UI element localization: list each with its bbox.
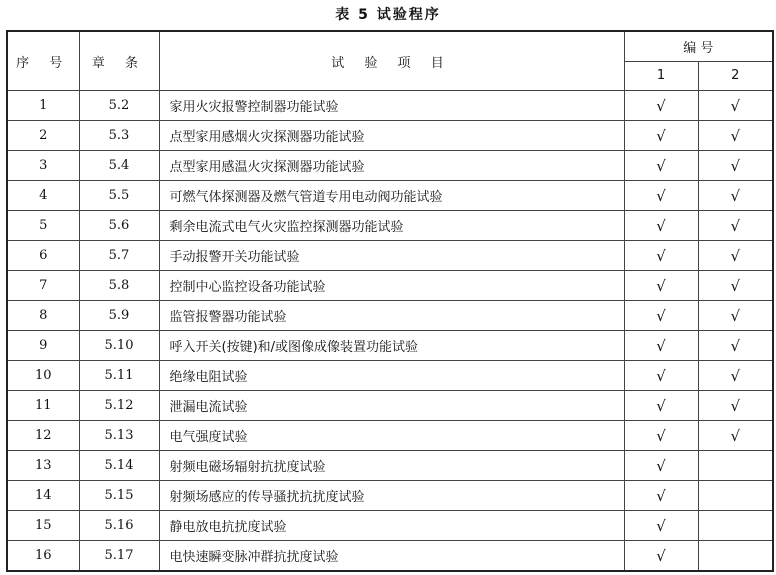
clause-cell: 5.12 — [79, 391, 159, 421]
table-row — [7, 181, 773, 211]
check-cell-2 — [698, 451, 773, 481]
header-number: 编 号 — [624, 31, 773, 61]
check-cell-1: √ — [624, 391, 698, 421]
clause-cell: 5.17 — [79, 541, 159, 572]
clause-cell: 5.2 — [79, 91, 159, 121]
header-number-1: 1 — [624, 61, 698, 91]
table-row — [7, 511, 773, 541]
seq-cell: 2 — [7, 121, 79, 151]
check-cell-1: √ — [624, 211, 698, 241]
seq-cell: 12 — [7, 421, 79, 451]
seq-cell: 11 — [7, 391, 79, 421]
seq-cell: 9 — [7, 331, 79, 361]
test-item-cell: 电气强度试验 — [159, 421, 624, 451]
check-cell-1: √ — [624, 361, 698, 391]
clause-cell: 5.14 — [79, 451, 159, 481]
clause-cell: 5.11 — [79, 361, 159, 391]
check-cell-2: √ — [698, 271, 773, 301]
test-item-cell: 监管报警器功能试验 — [159, 301, 624, 331]
clause-cell: 5.7 — [79, 241, 159, 271]
seq-cell: 7 — [7, 271, 79, 301]
table-row — [7, 481, 773, 511]
check-cell-1: √ — [624, 151, 698, 181]
test-item-cell: 绝缘电阻试验 — [159, 361, 624, 391]
seq-cell: 4 — [7, 181, 79, 211]
table-row — [7, 331, 773, 361]
seq-cell: 16 — [7, 541, 79, 572]
check-cell-2: √ — [698, 91, 773, 121]
seq-cell: 14 — [7, 481, 79, 511]
table-row — [7, 301, 773, 331]
test-procedure-table — [6, 30, 774, 572]
seq-cell: 1 — [7, 91, 79, 121]
test-item-cell: 可燃气体探测器及燃气管道专用电动阀功能试验 — [159, 181, 624, 211]
table-row — [7, 91, 773, 121]
header-clause: 章 条 — [79, 31, 159, 91]
table-row — [7, 151, 773, 181]
seq-cell: 8 — [7, 301, 79, 331]
header-item: 试 验 项 目 — [159, 31, 624, 91]
clause-cell: 5.9 — [79, 301, 159, 331]
check-cell-2: √ — [698, 181, 773, 211]
check-cell-2: √ — [698, 241, 773, 271]
check-cell-2: √ — [698, 211, 773, 241]
check-cell-1: √ — [624, 181, 698, 211]
test-item-cell: 点型家用感温火灾探测器功能试验 — [159, 151, 624, 181]
check-cell-1: √ — [624, 451, 698, 481]
test-item-cell: 电快速瞬变脉冲群抗扰度试验 — [159, 541, 624, 572]
test-item-cell: 静电放电抗扰度试验 — [159, 511, 624, 541]
clause-cell: 5.13 — [79, 421, 159, 451]
check-cell-1: √ — [624, 481, 698, 511]
seq-cell: 6 — [7, 241, 79, 271]
table-row — [7, 451, 773, 481]
check-cell-2: √ — [698, 421, 773, 451]
clause-cell: 5.3 — [79, 121, 159, 151]
check-cell-2: √ — [698, 151, 773, 181]
check-cell-1: √ — [624, 241, 698, 271]
check-cell-2 — [698, 481, 773, 511]
clause-cell: 5.5 — [79, 181, 159, 211]
check-cell-2: √ — [698, 331, 773, 361]
test-item-cell: 家用火灾报警控制器功能试验 — [159, 91, 624, 121]
clause-cell: 5.16 — [79, 511, 159, 541]
check-cell-1: √ — [624, 421, 698, 451]
check-cell-2: √ — [698, 391, 773, 421]
table-row — [7, 391, 773, 421]
table-row — [7, 421, 773, 451]
check-cell-1: √ — [624, 271, 698, 301]
table-row — [7, 121, 773, 151]
check-cell-1: √ — [624, 121, 698, 151]
table-row — [7, 271, 773, 301]
clause-cell: 5.10 — [79, 331, 159, 361]
check-cell-2: √ — [698, 361, 773, 391]
check-cell-2: √ — [698, 301, 773, 331]
clause-cell: 5.6 — [79, 211, 159, 241]
test-item-cell: 呼入开关(按键)和/或图像成像装置功能试验 — [159, 331, 624, 361]
table-row — [7, 211, 773, 241]
test-item-cell: 泄漏电流试验 — [159, 391, 624, 421]
clause-cell: 5.4 — [79, 151, 159, 181]
check-cell-2 — [698, 511, 773, 541]
table-caption: 表 5 试验程序 — [335, 7, 441, 23]
test-item-cell: 控制中心监控设备功能试验 — [159, 271, 624, 301]
table-row — [7, 241, 773, 271]
test-item-cell: 点型家用感烟火灾探测器功能试验 — [159, 121, 624, 151]
table-row — [7, 541, 773, 572]
seq-cell: 3 — [7, 151, 79, 181]
seq-cell: 15 — [7, 511, 79, 541]
seq-cell: 13 — [7, 451, 79, 481]
header-seq: 序 号 — [7, 31, 79, 91]
check-cell-2: √ — [698, 121, 773, 151]
seq-cell: 5 — [7, 211, 79, 241]
clause-cell: 5.15 — [79, 481, 159, 511]
test-item-cell: 射频场感应的传导骚扰抗扰度试验 — [159, 481, 624, 511]
check-cell-1: √ — [624, 511, 698, 541]
check-cell-2 — [698, 541, 773, 572]
check-cell-1: √ — [624, 91, 698, 121]
check-cell-1: √ — [624, 541, 698, 572]
clause-cell: 5.8 — [79, 271, 159, 301]
check-cell-1: √ — [624, 301, 698, 331]
test-item-cell: 剩余电流式电气火灾监控探测器功能试验 — [159, 211, 624, 241]
check-cell-1: √ — [624, 331, 698, 361]
seq-cell: 10 — [7, 361, 79, 391]
test-item-cell: 手动报警开关功能试验 — [159, 241, 624, 271]
header-number-2: 2 — [698, 61, 773, 91]
test-item-cell: 射频电磁场辐射抗扰度试验 — [159, 451, 624, 481]
table-row — [7, 361, 773, 391]
